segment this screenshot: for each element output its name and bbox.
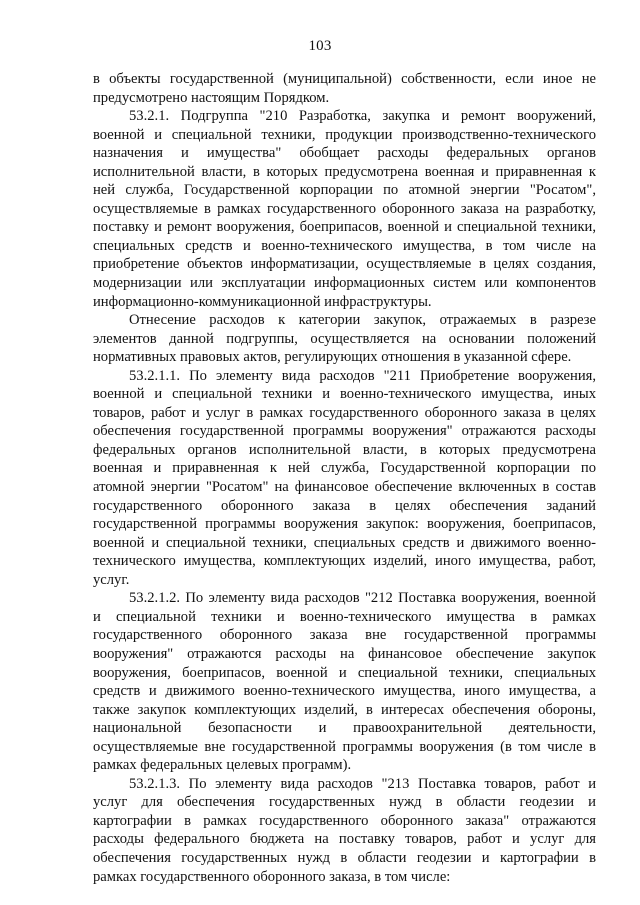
text-line: осуществляемые в рамках государственного оборонного заказа на разработку,	[93, 200, 596, 217]
text-line: вооружения, боеприпасов, военной и специальной техники, специальных	[93, 664, 596, 681]
page-number: 103	[308, 38, 332, 54]
text-line: модернизации или эксплуатации информационных систем или компонентов	[93, 275, 596, 292]
text-line: национальной безопасности и правоохранительной деятельности,	[93, 720, 596, 737]
text-line: осуществляемые вне государственной программы вооружения (в том числе в	[93, 738, 596, 755]
text-line: обеспечения государственных нужд в области геодезии и картографии в	[93, 849, 596, 866]
text-line: элементов данной подгруппы, осуществляется на основании положений	[93, 330, 596, 347]
text-line: атомной энергии "Росатом" на финансовое обеспечение включенных в состав	[93, 479, 596, 496]
text-line: ней служба, Государственной корпорации по атомной энергии "Росатом",	[93, 182, 596, 199]
text-line: информационно-коммуникационной инфраструктуры.	[93, 293, 432, 310]
text-line: картографии в рамках государственного оборонного заказа" отражаются	[93, 812, 596, 829]
text-line: приобретение объектов информатизации, осуществляемые в целях создания,	[93, 256, 596, 273]
text-line: 53.2.1.1. По элементу вида расходов "211 Приобретение вооружения,	[129, 367, 596, 384]
text-line: предусмотрено настоящим Порядком.	[93, 89, 330, 106]
text-line: расходы федерального бюджета на поставку товаров, работ и услуг для	[93, 831, 596, 848]
text-line: военной и специальной техники, продукции производственно-технического	[93, 126, 596, 143]
text-line: рамках государственного оборонного заказа, в том числе:	[93, 868, 451, 885]
text-line: товаров, работ и услуг в рамках государственного оборонного заказа в целях	[93, 404, 596, 421]
text-line: государственного оборонного заказа в целях обеспечения заданий	[93, 497, 596, 514]
text-line: специальных средств и военно-технического имущества, в том числе на	[93, 237, 596, 254]
text-line: государственного оборонного заказа вне государственной программы	[93, 627, 596, 644]
document-body-text	[93, 70, 596, 886]
text-line: вооружения" отражаются расходы на финансовое обеспечение закупок	[93, 645, 596, 662]
text-line: в объекты государственной (муниципальной) собственности, если иное не	[93, 71, 596, 87]
text-line: федеральных органов исполнительной власти, в которых предусмотрена	[93, 441, 596, 458]
text-line: 53.2.1.2. По элементу вида расходов "212 Поставка вооружения, военной	[129, 590, 596, 607]
text-line: 53.2.1.3. По элементу вида расходов "213 Поставка товаров, работ и	[129, 775, 596, 792]
text-line: услуг для обеспечения государственных нужд в области геодезии и	[93, 794, 596, 811]
text-line: и специальной техники и военно-технического имущества в рамках	[93, 608, 596, 625]
text-line: также закупок комплектующих изделий, в интересах обеспечения обороны,	[93, 701, 596, 718]
text-line: государственной программы вооружения закупок: вооружения, боеприпасов,	[93, 516, 596, 533]
text-line: средств и движимого военно-технического имущества, иного имущества, а	[93, 683, 596, 700]
text-line: военной и специальной техники, специальных средств и движимого военно-	[93, 534, 596, 551]
text-line: технического имущества, комплектующих изделий, иного имущества, работ,	[93, 553, 596, 570]
text-line: рамках федеральных целевых программ).	[93, 757, 352, 774]
text-line: 53.2.1. Подгруппа "210 Разработка, закупка и ремонт вооружений,	[129, 108, 596, 125]
text-line: исполнительной власти, в которых предусмотрена военная и приравненная к	[93, 163, 596, 180]
text-line: Отнесение расходов к категории закупок, отражаемых в разрезе	[129, 312, 596, 329]
text-line: нормативных правовых актов, регулирующих отношения в указанной сфере.	[93, 349, 572, 366]
text-line: услуг.	[93, 571, 130, 588]
text-line: назначения и имущества" обобщает расходы федеральных органов	[93, 145, 596, 162]
text-line: военной и специальной техники и военно-технического имущества, иных	[93, 386, 596, 403]
text-line: военная и приравненная к ней служба, Государственной корпорации по	[93, 460, 596, 477]
text-line: поставку и ремонт вооружения, боеприпасов, военной и специальной техники,	[93, 219, 596, 236]
text-line: обеспечения государственной программы вооружения" отражаются расходы	[93, 423, 596, 440]
